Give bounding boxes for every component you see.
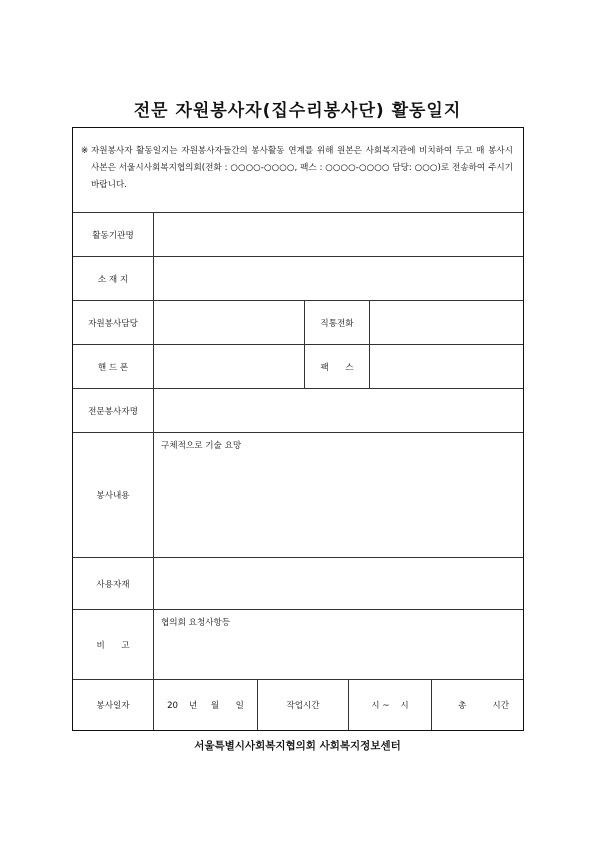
notice-mark: ※ bbox=[81, 146, 89, 156]
row-remarks bbox=[73, 610, 523, 680]
label-direct-phone: 직통전화 bbox=[304, 301, 370, 344]
field-content[interactable] bbox=[154, 433, 523, 557]
row-date bbox=[73, 680, 523, 730]
notice-text: 자원봉사자 활동일지는 자원봉사자들간의 봉사활동 연계를 위해 원본은 사회복지관에 비치하여 두고 매 봉사시 사본은 서울시사회복지협의회(전화 : ○○○○-○○○○, 팩스 : ○○○○-○○○○ 담당: ○○○)로 전송하여 주시기 바랍니다. bbox=[91, 146, 513, 190]
notice-box bbox=[73, 128, 523, 213]
field-date[interactable]: 20 년 월 일 bbox=[167, 701, 244, 711]
row-manager bbox=[73, 301, 523, 345]
label-materials: 사용자재 bbox=[73, 558, 154, 609]
label-remarks: 비 고 bbox=[73, 610, 154, 679]
row-mobile bbox=[73, 345, 523, 389]
field-direct-phone[interactable] bbox=[370, 301, 523, 344]
total-label: 총 bbox=[458, 701, 467, 711]
label-work-time: 작업시간 bbox=[257, 680, 349, 730]
activity-log-form bbox=[72, 127, 524, 731]
field-total-time[interactable] bbox=[432, 680, 523, 730]
label-location: 소 재 지 bbox=[73, 257, 154, 300]
footer-organization: 서울특별시사회복지협의회 사회복지정보센터 bbox=[194, 740, 401, 752]
remarks-hint: 협의회 요청사항등 bbox=[161, 618, 231, 628]
row-content bbox=[73, 433, 523, 558]
total-unit: 시간 bbox=[492, 701, 509, 711]
field-time-range[interactable]: 시 ~ 시 bbox=[349, 680, 432, 730]
row-agency bbox=[73, 213, 523, 257]
field-mobile[interactable] bbox=[154, 345, 304, 388]
field-location[interactable] bbox=[154, 257, 523, 300]
field-materials[interactable] bbox=[154, 558, 523, 609]
field-fax[interactable] bbox=[370, 345, 523, 388]
field-manager[interactable] bbox=[154, 301, 304, 344]
label-mobile: 핸 드 폰 bbox=[73, 345, 154, 388]
row-volunteer-name bbox=[73, 389, 523, 433]
label-manager: 자원봉사담당 bbox=[73, 301, 154, 344]
label-volunteer-name: 전문봉사자명 bbox=[73, 389, 154, 432]
row-materials bbox=[73, 558, 523, 610]
row-location bbox=[73, 257, 523, 301]
content-hint: 구체적으로 기술 요망 bbox=[161, 441, 242, 451]
label-content: 봉사내용 bbox=[73, 433, 154, 557]
field-volunteer-name[interactable] bbox=[154, 389, 523, 432]
page-title: 전문 자원봉사자(집수리봉사단) 활동일지 bbox=[133, 101, 462, 121]
label-date: 봉사일자 bbox=[73, 680, 154, 730]
label-fax: 팩 스 bbox=[304, 345, 370, 388]
label-agency: 활동기관명 bbox=[73, 213, 154, 256]
field-agency[interactable] bbox=[154, 213, 523, 256]
